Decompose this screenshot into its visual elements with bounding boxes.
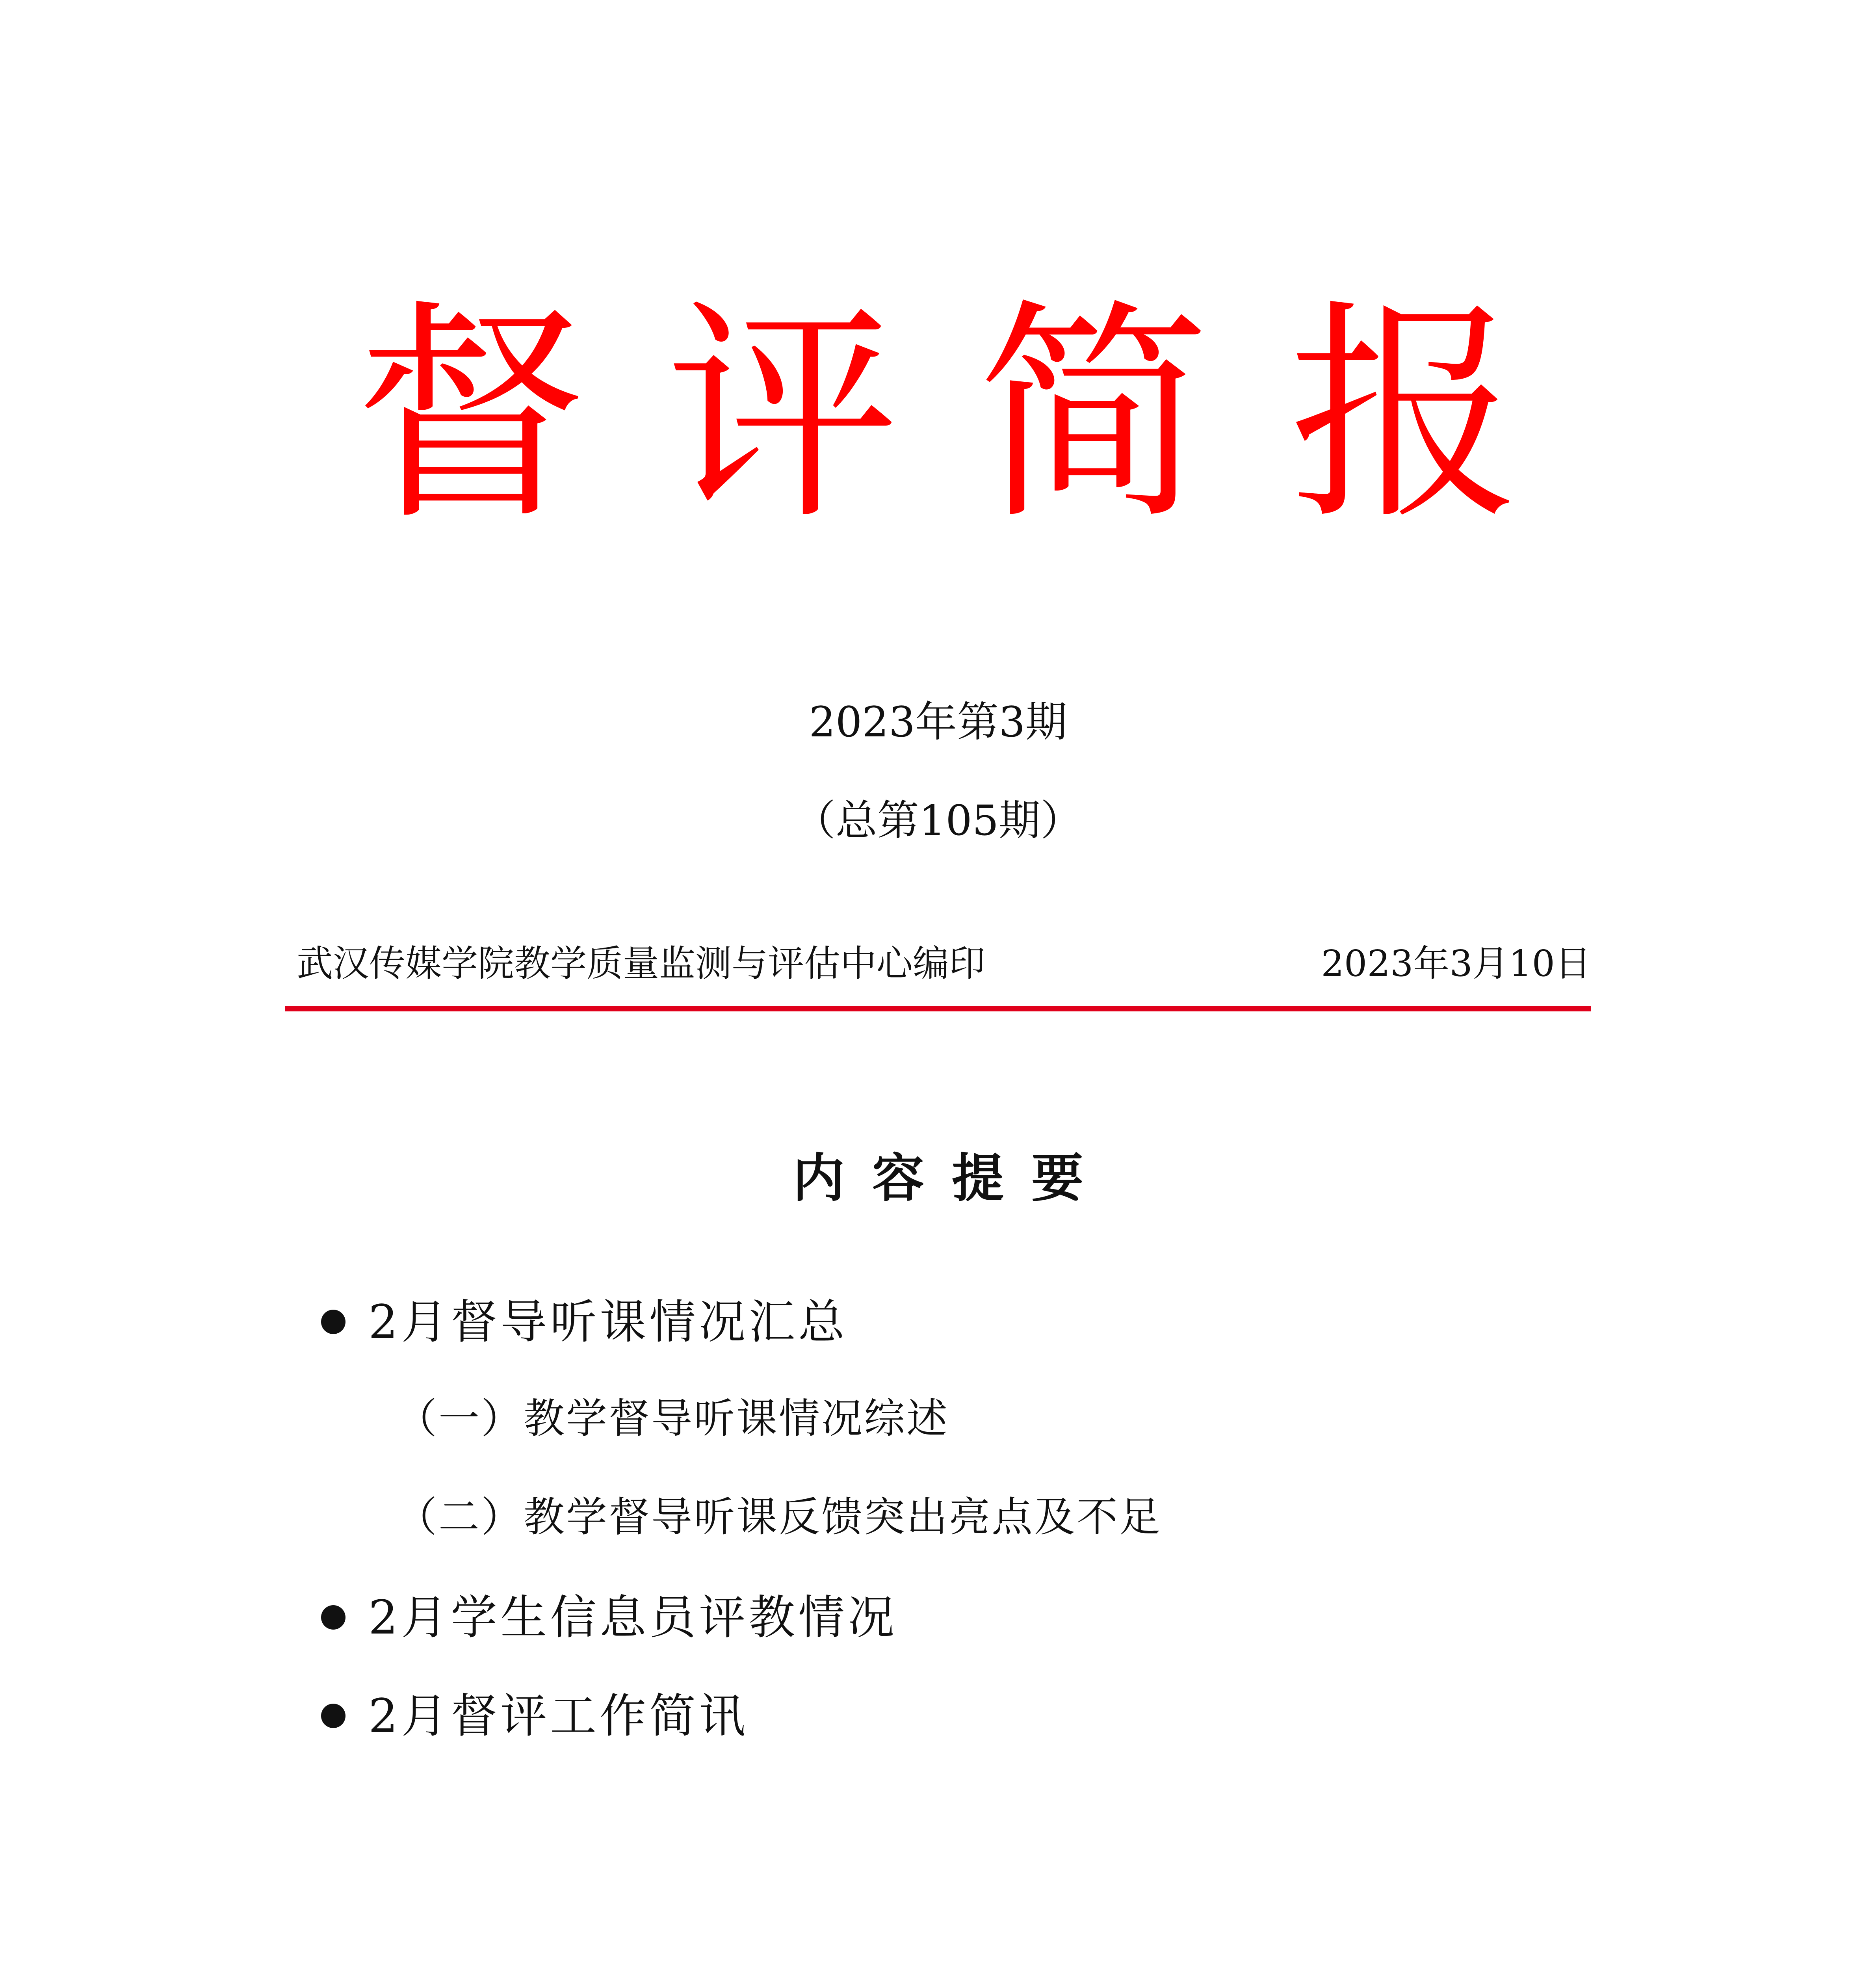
toc-item [321, 1292, 848, 1351]
toc-item-label: 2月督评工作简讯 [368, 1689, 749, 1743]
toc-item [321, 1588, 897, 1647]
issue-number: 2023年第3期 [809, 698, 1067, 746]
toc-item-label: 2月督导听课情况汇总 [368, 1295, 848, 1349]
toc-subitem: （一）教学督导听课情况综述 [396, 1394, 949, 1442]
publication-date: 2023年3月10日 [1321, 942, 1591, 985]
publisher-row [285, 942, 1591, 1001]
bullet-icon [321, 1605, 345, 1630]
summary-heading: 内容提要 [793, 1148, 1111, 1209]
toc-subitem: （二）教学督导听课反馈突出亮点及不足 [396, 1493, 1162, 1541]
bullet-icon [321, 1704, 345, 1728]
bullet-icon [321, 1310, 345, 1334]
toc-item [321, 1686, 749, 1745]
publisher: 武汉传媒学院教学质量监测与评估中心编印 [297, 942, 986, 985]
header-divider [285, 1006, 1591, 1011]
total-issue-number: （总第105期） [793, 796, 1083, 845]
masthead-title: 督评简报 [355, 280, 1600, 551]
toc-item-label: 2月学生信息员评教情况 [368, 1590, 898, 1645]
